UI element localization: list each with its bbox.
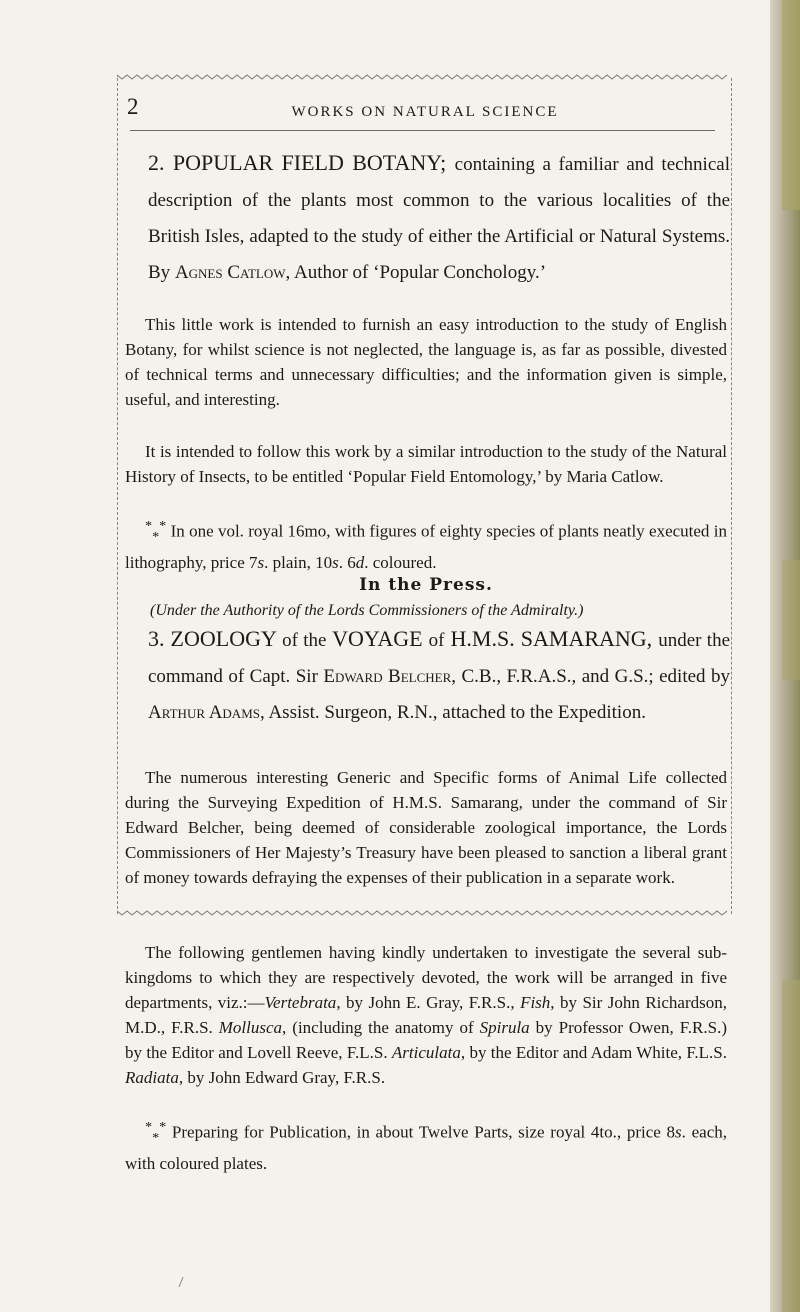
- entry-2-paragraph-3: *$_*$* In one vol. royal 16mo, with figures of eighty species of plants neatly executed in lithography, price 7s. plain, 10s. 6d. coloured.: [125, 518, 727, 573]
- entry-3-paragraph-2: The following gentlemen having kindly undertaken to investigate the several sub-kingdoms to which they are respectively devoted, the work will be arranged in five departments, viz.:—Vertebrata, by John E. Gray, F.R.S., Fish, by Sir John Richardson, M.D., F.R.S. Mollusca, (including the anatomy of Spirula by Professor Owen, F.R.S.) by the Editor and Lovell Reeve, F.L.S. Articulata, by the Editor and Adam White, F.L.S. Radiata, by John Edward Gray, F.R.S.: [125, 943, 727, 1087]
- entry-2-title: 2. POPULAR FIELD BOTANY; containing a familiar and technical description of the plants most common to the various localities of the British Isles, adapted to the study of either the Artificial or Natural Systems. By Agnes Catlow, Author of ‘Popular Conchology.’: [148, 150, 730, 283]
- page-number: 2: [127, 94, 139, 119]
- entry-2-paragraph-1: This little work is intended to furnish an easy introduction to the study of English Botany, for whilst science is not neglected, the language is, as far as possible, divested of technical terms and unnecessary difficulties; and the information given is simple, useful, and interesting.: [125, 315, 727, 409]
- entry-3-paragraph-3: *$_*$* Preparing for Publication, in about Twelve Parts, size royal 4to., price 8s. each, with coloured plates.: [125, 1119, 727, 1174]
- edge-stain: [782, 980, 800, 1312]
- edge-stain: [782, 0, 800, 210]
- press-heading: In the Press.: [359, 575, 493, 595]
- pencil-mark: [177, 1276, 185, 1288]
- entry-3-title: 3. ZOOLOGY of the VOYAGE of H.M.S. SAMARANG, under the command of Capt. Sir Edward Belcher, C.B., F.R.A.S., and G.S.; edited by Arthur Adams, Assist. Surgeon, R.N., attached to the Expedition.: [148, 626, 731, 723]
- header-rule: [130, 130, 715, 131]
- entry-3-paragraph-1: The numerous interesting Generic and Specific forms of Animal Life collected during the Surveying Expedition of H.M.S. Samarang, under the command of Sir Edward Belcher, being deemed of considerable zoological importance, the Lords Commissioners of Her Majesty’s Treasury have been pleased to sanction a liberal grant of money towards defraying the expenses of their publication in a separate work.: [125, 768, 727, 887]
- entry-2-paragraph-2: It is intended to follow this work by a similar introduction to the study of the Natural History of Insects, to be entitled ‘Popular Field Entomology,’ by Maria Catlow.: [125, 442, 727, 486]
- running-head: WORKS ON NATURAL SCIENCE: [291, 104, 559, 120]
- authority-note: (Under the Authority of the Lords Commissioners of the Admiralty.): [150, 602, 584, 619]
- edge-stain: [782, 560, 800, 680]
